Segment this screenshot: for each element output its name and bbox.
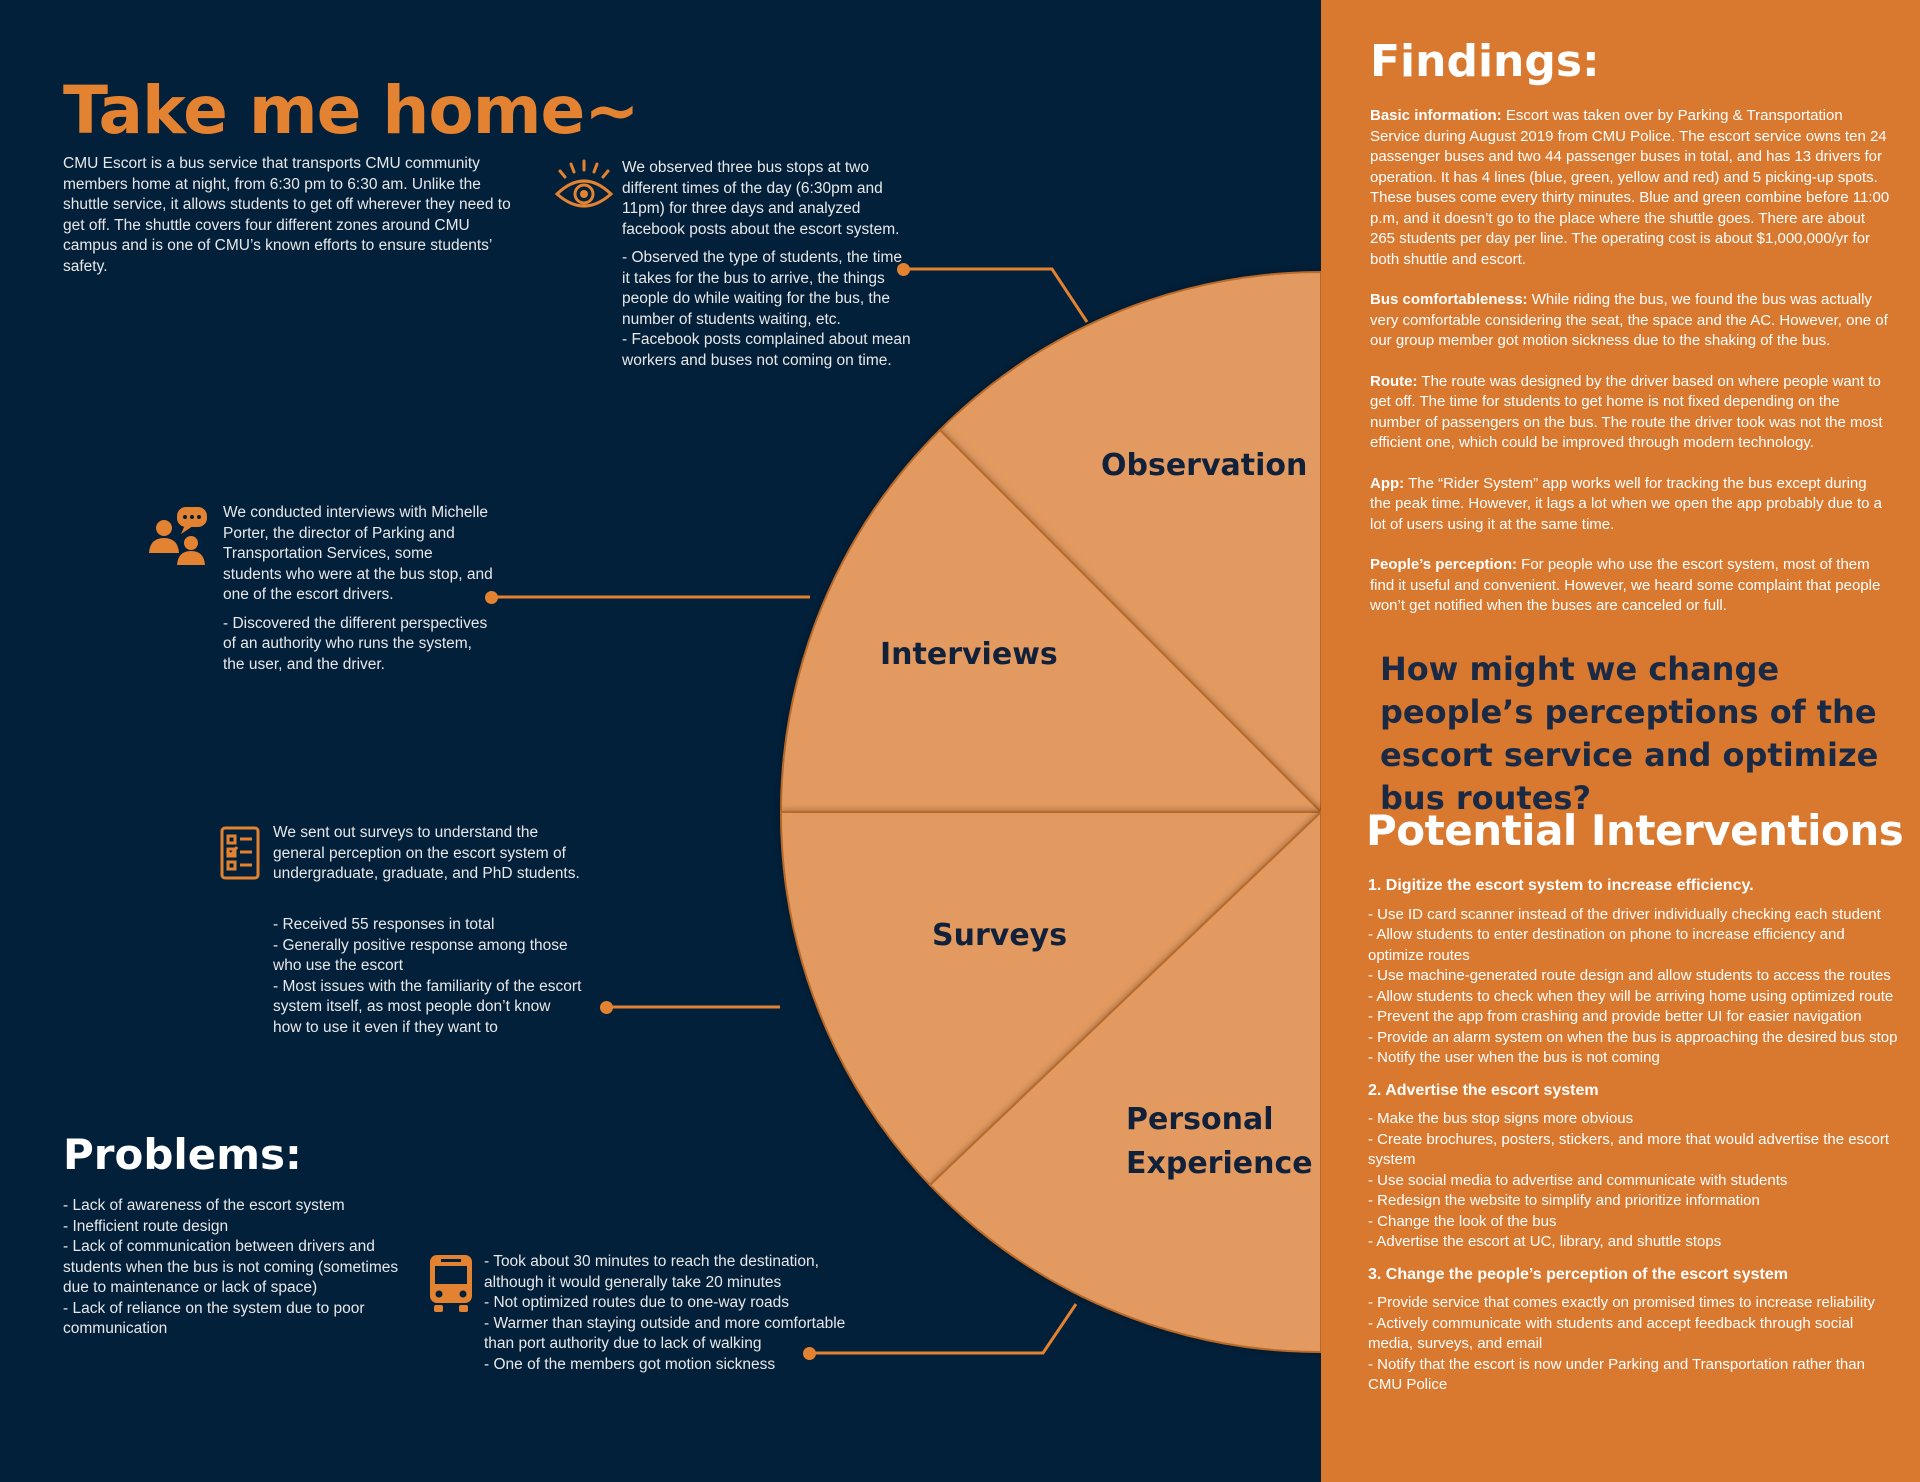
how-might-we-question: How might we change people’s perceptions of the escort service and optimize bus routes? — [1380, 650, 1879, 817]
segment-label-observation: Observation — [1101, 448, 1308, 483]
connector-personal-experience — [809, 1304, 1076, 1353]
segment-label-surveys: Surveys — [932, 918, 1068, 953]
finding-label: App: — [1370, 474, 1405, 492]
bus-icon — [427, 1253, 475, 1313]
finding-text: For people who use the escort system, most of them find it useful and convenient. However, we heard some complaint that people won’t get notified when the buses are canceled or full. — [1370, 556, 1881, 614]
people-chat-icon — [147, 505, 211, 565]
finding-label: Route: — [1370, 372, 1418, 390]
intervention-heading-perception: 3. Change the people’s perception of the escort system — [1368, 1265, 1788, 1283]
segment-label-personal-line1: Personal — [1126, 1102, 1274, 1137]
checklist-icon — [219, 825, 261, 881]
surveys-text: We sent out surveys to understand the general perception on the escort system of undergraduate, graduate, and PhD students. — [273, 824, 580, 882]
finding-basic-information — [1370, 106, 1890, 270]
intervention-heading-digitize: 1. Digitize the escort system to increase efficiency. — [1368, 877, 1754, 894]
intro-paragraph: CMU Escort is a bus service that transports CMU community members home at night, from 6:30 pm to 6:30 am. Unlike the shuttle service, it allows students to get off wherever they need to get off. The shuttle covers four different zones around CMU campus and is one of CMU’s known efforts to ensure students’ safety. — [63, 155, 511, 275]
finding-bus-comfortableness — [1370, 290, 1890, 352]
page-title: Take me home~ — [63, 72, 639, 149]
finding-text: The route was designed by the driver based on where people want to get off. The time for students to get home is not fixed depending on the number of passengers on the bus. The route the driver took was not the most efficient one, which could be improved through modern technology. — [1370, 372, 1883, 451]
interventions-title: Potential Interventions — [1366, 806, 1904, 855]
findings-title: Findings: — [1370, 36, 1600, 87]
interviews-bullets: - Discovered the different perspectives of an authority who runs the system, the user, and the driver. — [223, 614, 488, 673]
intervention-items-perception: - Provide service that comes exactly on promised times to increase reliability - Actively communicate with students and accept feedback through social media, surveys, and email - Notify that the escort is now under Parking and Transportation rather than CMU Police — [1368, 1294, 1875, 1393]
finding-text: The “Rider System” app works well for tracking the bus except during the peak time. However, it lags a lot when we open the app probably due to a lot of users using it at the same time. — [1370, 474, 1882, 533]
finding-text: Escort was taken over by Parking & Transportation Service during August 2019 from CMU Police. The escort service owns ten 24 passenger buses and two 44 passenger buses in total, and has 13 drivers for operation. It has 4 lines (blue, green, yellow and red) and 5 picking-up spots. These buses come every thirty minutes. Blue and green combine before 11:00 p.m, and it doesn’t go to the place where the shuttle goes. There are about 265 students per day per line. The operating cost is about $1,000,000/yr for both shuttle and escort. — [1370, 107, 1890, 268]
segment-label-interviews: Interviews — [880, 637, 1058, 672]
finding-label: People’s perception: — [1370, 556, 1517, 573]
segment-label-personal-line2: Experience — [1126, 1146, 1313, 1181]
interviews-description — [223, 503, 495, 683]
finding-app — [1370, 474, 1890, 536]
interventions-list — [1368, 872, 1898, 1408]
finding-peoples-perception — [1370, 555, 1890, 617]
connector-dot-surveys — [600, 1001, 613, 1014]
finding-label: Bus comfortableness: — [1370, 291, 1528, 308]
finding-text: While riding the bus, we found the bus was actually very comfortable considering the seat, the space and the AC. However, one of our group member got motion sickness due to the shaking of the bus. — [1370, 291, 1888, 349]
intervention-items-advertise: - Make the bus stop signs more obvious - Create brochures, posters, stickers, and more that would advertise the escort system - Use social media to advertise and communicate with students - Redesign the website to simplify and prioritize information - Change the look of the bus - Advertise the escort at UC, library, and shuttle stops — [1368, 1110, 1890, 1250]
findings-list — [1370, 106, 1890, 637]
connector-observation — [903, 269, 1087, 322]
finding-route — [1370, 372, 1890, 454]
observation-text: We observed three bus stops at two different times of the day (6:30pm and 11pm) for three days and analyzed facebook posts about the escort system. — [622, 159, 900, 238]
problems-title: Problems: — [63, 1130, 302, 1179]
interviews-text: We conducted interviews with Michelle Porter, the director of Parking and Transportation Services, some students who were at the bus stop, and one of the escort drivers. — [223, 504, 493, 603]
segment-label-personal-experience — [1126, 1098, 1313, 1186]
surveys-bullets: - Received 55 responses in total - Generally positive response among those who use the escort - Most issues with the familiarity of the escort system itself, as most people don’t know how to use it even if they want to — [273, 916, 582, 1036]
finding-label: Basic information: — [1370, 107, 1502, 124]
observation-bullets: - Observed the type of students, the time it takes for the bus to arrive, the things people do while waiting for the bus, the number of students waiting, etc. - Facebook posts complained about mean workers and buses not coming on time. — [622, 249, 911, 369]
observation-description — [622, 158, 912, 379]
problems-list: - Lack of awareness of the escort system - Inefficient route design - Lack of communication between drivers and students when the bus is not coming (sometimes due to maintenance or lack of space) - Lack of reliance on the system due to poor communication — [63, 1197, 399, 1337]
intervention-items-digitize: - Use ID card scanner instead of the driver individually checking each student - Allow students to enter destination on phone to increase efficiency and optimize routes - Use machine-generated route design and allow students to access the routes - Allow students to check when they will be arriving home using optimized route - Prevent the app from crashing and provide better UI for easier navigation - Provide an alarm system on when the bus is approaching the desired bus stop - Notify the user when the bus is not coming — [1368, 905, 1898, 1066]
personal-experience-bullets: - Took about 30 minutes to reach the destination, although it would generally take 20 minutes - Not optimized routes due to one-way roads - Warmer than staying outside and more comfortable than port authority due to lack of walking - One of the members got motion sickness — [484, 1253, 846, 1373]
eye-icon — [553, 158, 615, 220]
intervention-heading-advertise: 2. Advertise the escort system — [1368, 1081, 1599, 1099]
